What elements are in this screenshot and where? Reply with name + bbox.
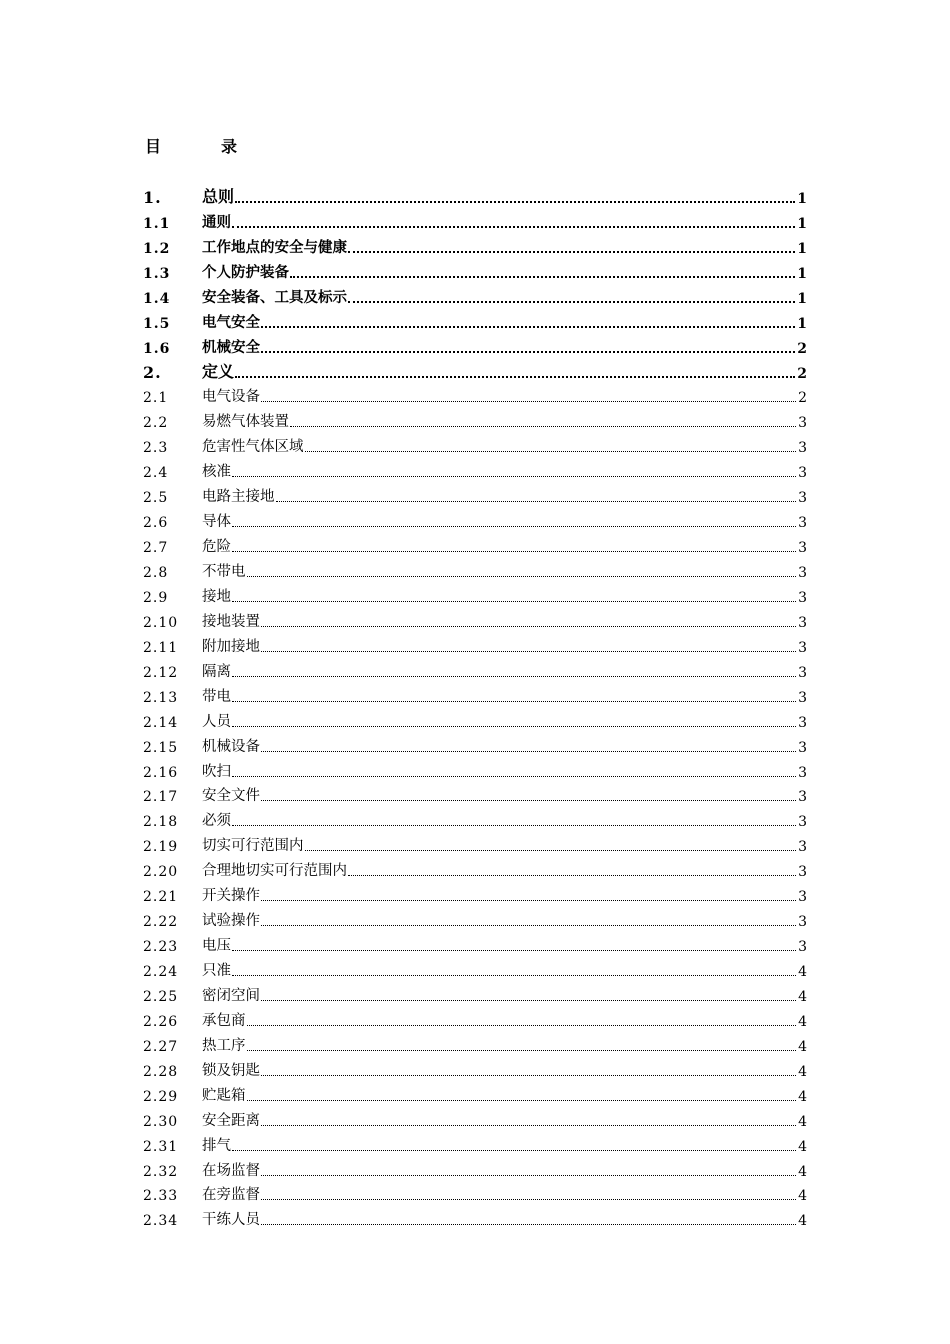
toc-entry-number: 2.23 bbox=[143, 939, 179, 956]
toc-chapter-entry[interactable] bbox=[143, 357, 807, 382]
toc-dot-leader bbox=[247, 576, 797, 577]
toc-entry-page-number: 3 bbox=[798, 864, 807, 881]
toc-entry-number: 2.25 bbox=[143, 988, 179, 1005]
toc-dot-leader bbox=[247, 1050, 797, 1051]
toc-dot-leader bbox=[290, 426, 796, 427]
toc-entry-page-number: 1 bbox=[797, 215, 807, 232]
toc-entry-number: 2.3 bbox=[143, 440, 169, 457]
toc-section-entry[interactable] bbox=[143, 706, 807, 731]
toc-dot-leader bbox=[261, 1175, 796, 1176]
toc-entry-title: 带电 bbox=[202, 688, 231, 705]
toc-entry-page-number: 3 bbox=[798, 540, 807, 557]
toc-section-entry[interactable] bbox=[143, 830, 807, 855]
toc-entry-number: 2.8 bbox=[143, 565, 169, 581]
toc-dot-leader bbox=[232, 726, 796, 727]
toc-dot-leader bbox=[261, 401, 796, 402]
toc-dot-leader bbox=[261, 1000, 796, 1001]
toc-entry-number: 2.18 bbox=[143, 814, 179, 831]
toc-entry-title: 电压 bbox=[202, 938, 231, 955]
toc-entry-page-number: 4 bbox=[798, 1088, 807, 1105]
toc-dot-leader bbox=[261, 925, 796, 926]
toc-entry-number: 1.5 bbox=[143, 315, 171, 332]
toc-entry-number: 2.20 bbox=[143, 864, 179, 881]
toc-dot-leader bbox=[261, 326, 795, 328]
toc-entry-page-number: 1 bbox=[797, 190, 807, 207]
toc-section-entry[interactable] bbox=[143, 531, 807, 556]
toc-entry-title: 密闭空间 bbox=[202, 987, 260, 1004]
toc-entry-number: 2.31 bbox=[143, 1138, 179, 1155]
toc-entry-number: 2.7 bbox=[143, 540, 169, 557]
toc-dot-leader bbox=[247, 1025, 797, 1026]
toc-entry-page-number: 3 bbox=[798, 664, 807, 681]
toc-entry-title: 工作地点的安全与健康 bbox=[202, 238, 347, 256]
toc-entry-number: 2.17 bbox=[143, 789, 179, 806]
toc-entry-title: 核准 bbox=[202, 464, 231, 481]
toc-dot-leader bbox=[232, 601, 796, 602]
toc-entry-page-number: 1 bbox=[797, 315, 807, 332]
toc-entry-title: 在场监督 bbox=[202, 1162, 260, 1179]
toc-section-entry[interactable] bbox=[143, 855, 807, 880]
toc-entry-number: 2.5 bbox=[143, 490, 169, 507]
toc-entry-page-number: 2 bbox=[797, 365, 807, 382]
toc-entry-page-number: 1 bbox=[797, 265, 807, 282]
toc-entry-number: 2.30 bbox=[143, 1113, 179, 1130]
toc-entry-title: 排气 bbox=[202, 1137, 231, 1154]
toc-entry-number: 2.11 bbox=[143, 639, 179, 656]
toc-dot-leader bbox=[305, 850, 797, 851]
toc-section-entry[interactable] bbox=[143, 556, 807, 581]
toc-entry-number: 1. bbox=[143, 187, 162, 207]
toc-dot-leader bbox=[261, 1075, 796, 1076]
toc-entry-title: 接地 bbox=[202, 588, 231, 605]
toc-dot-leader bbox=[261, 900, 796, 901]
toc-entry-title: 定义 bbox=[202, 361, 235, 381]
toc-entry-number: 2.21 bbox=[143, 889, 179, 906]
toc-dot-leader bbox=[232, 950, 796, 951]
toc-entry-number: 1.1 bbox=[143, 215, 171, 232]
toc-section-entry[interactable] bbox=[143, 781, 807, 806]
toc-entry-number: 2.19 bbox=[143, 839, 179, 856]
toc-entry-title: 安全距离 bbox=[202, 1112, 260, 1129]
toc-entry-number: 2.26 bbox=[143, 1013, 179, 1030]
toc-dot-leader bbox=[232, 1150, 796, 1151]
toc-entry-page-number: 1 bbox=[797, 240, 807, 257]
toc-section-entry[interactable] bbox=[143, 1180, 807, 1205]
toc-entry-page-number: 3 bbox=[798, 565, 807, 581]
toc-entry-number: 2.2 bbox=[143, 415, 169, 432]
toc-entry-number: 2.10 bbox=[143, 614, 179, 631]
toc-entry-title: 危害性气体区域 bbox=[202, 439, 304, 456]
toc-section-entry[interactable] bbox=[143, 1005, 807, 1030]
toc-dot-leader bbox=[232, 551, 796, 552]
toc-entry-title: 贮匙箱 bbox=[202, 1087, 246, 1104]
toc-entry-title: 危险 bbox=[202, 539, 231, 556]
toc-section-entry[interactable] bbox=[143, 930, 807, 955]
toc-section-entry[interactable] bbox=[143, 307, 807, 332]
toc-section-entry[interactable] bbox=[143, 1080, 807, 1105]
toc-entry-page-number: 1 bbox=[797, 290, 807, 307]
toc-section-entry[interactable] bbox=[143, 257, 807, 282]
toc-section-entry[interactable] bbox=[143, 481, 807, 506]
toc-dot-leader bbox=[276, 501, 797, 502]
toc-dot-leader bbox=[261, 651, 796, 652]
toc-entry-number: 2.1 bbox=[143, 390, 169, 407]
toc-entry-number: 1.4 bbox=[143, 290, 171, 307]
toc-chapter-entry[interactable] bbox=[143, 182, 807, 207]
toc-dot-leader bbox=[232, 526, 796, 527]
toc-section-entry[interactable] bbox=[143, 232, 807, 257]
toc-entry-title: 机械安全 bbox=[202, 338, 260, 356]
toc-dot-leader bbox=[261, 626, 796, 627]
toc-entry-number: 1.2 bbox=[143, 240, 171, 257]
toc-entry-number: 1.3 bbox=[143, 265, 171, 282]
toc-entry-page-number: 3 bbox=[798, 889, 807, 906]
toc-entry-page-number: 3 bbox=[798, 714, 807, 731]
toc-dot-leader bbox=[235, 376, 795, 378]
toc-entry-page-number: 2 bbox=[797, 340, 807, 357]
toc-dot-leader bbox=[232, 825, 796, 826]
toc-section-entry[interactable] bbox=[143, 506, 807, 531]
toc-dot-leader bbox=[261, 1125, 796, 1126]
toc-section-entry[interactable] bbox=[143, 955, 807, 980]
toc-entry-page-number: 3 bbox=[798, 490, 807, 507]
toc-entry-title: 机械设备 bbox=[202, 738, 260, 755]
toc-entry-page-number: 4 bbox=[798, 1163, 807, 1180]
toc-section-entry[interactable] bbox=[143, 456, 807, 481]
toc-entry-number: 2.6 bbox=[143, 515, 169, 532]
toc-entry-title: 总则 bbox=[202, 186, 235, 206]
toc-dot-leader bbox=[348, 875, 796, 876]
toc-entry-page-number: 4 bbox=[798, 1113, 807, 1130]
toc-entry-page-number: 3 bbox=[798, 914, 807, 931]
toc-entry-title: 锁及钥匙 bbox=[202, 1062, 260, 1079]
toc-entry-number: 2.34 bbox=[143, 1213, 179, 1230]
toc-entry-page-number: 3 bbox=[798, 689, 807, 706]
toc-entry-number: 2.9 bbox=[143, 589, 169, 606]
toc-entry-number: 2. bbox=[143, 362, 162, 382]
toc-entry-number: 2.29 bbox=[143, 1088, 179, 1105]
toc-dot-leader bbox=[290, 276, 795, 278]
toc-dot-leader bbox=[232, 701, 796, 702]
toc-entry-title: 不带电 bbox=[202, 564, 246, 580]
toc-title: 目 录 bbox=[145, 137, 260, 156]
toc-entry-title: 隔离 bbox=[202, 663, 231, 680]
toc-entry-title: 承包商 bbox=[202, 1012, 246, 1029]
toc-dot-leader bbox=[232, 476, 796, 477]
toc-dot-leader bbox=[232, 226, 795, 228]
toc-dot-leader bbox=[348, 251, 795, 253]
toc-section-entry[interactable] bbox=[143, 406, 807, 431]
toc-section-entry[interactable] bbox=[143, 1105, 807, 1130]
toc-entry-title: 电路主接地 bbox=[202, 489, 275, 506]
toc-dot-leader bbox=[232, 676, 796, 677]
toc-entry-page-number: 3 bbox=[798, 639, 807, 656]
toc-dot-leader bbox=[261, 1199, 796, 1200]
toc-entry-page-number: 3 bbox=[798, 939, 807, 956]
toc-entry-page-number: 3 bbox=[798, 839, 807, 856]
toc-entry-title: 导体 bbox=[202, 514, 231, 531]
toc-entry-title: 附加接地 bbox=[202, 638, 260, 655]
toc-list bbox=[143, 182, 807, 1229]
toc-entry-number: 2.28 bbox=[143, 1063, 179, 1080]
toc-dot-leader bbox=[261, 751, 796, 752]
toc-entry-number: 2.24 bbox=[143, 964, 179, 980]
toc-entry-title: 切实可行范围内 bbox=[202, 838, 304, 855]
toc-entry-number: 1.6 bbox=[143, 340, 171, 357]
toc-dot-leader bbox=[261, 800, 796, 801]
toc-dot-leader bbox=[232, 975, 796, 976]
toc-entry-page-number: 4 bbox=[798, 964, 807, 980]
toc-entry-page-number: 3 bbox=[798, 814, 807, 831]
toc-section-entry[interactable] bbox=[143, 332, 807, 357]
toc-entry-number: 2.22 bbox=[143, 914, 179, 931]
toc-entry-title: 安全装备、工具及标示 bbox=[202, 288, 347, 306]
toc-entry-title: 吹扫 bbox=[202, 763, 231, 780]
toc-entry-page-number: 3 bbox=[798, 789, 807, 806]
toc-entry-page-number: 3 bbox=[798, 614, 807, 631]
toc-entry-title: 试验操作 bbox=[202, 913, 260, 930]
toc-entry-page-number: 4 bbox=[798, 988, 807, 1005]
toc-entry-page-number: 3 bbox=[798, 465, 807, 482]
toc-entry-page-number: 3 bbox=[798, 764, 807, 781]
toc-entry-page-number: 4 bbox=[798, 1063, 807, 1080]
toc-section-entry[interactable] bbox=[143, 631, 807, 656]
toc-section-entry[interactable] bbox=[143, 431, 807, 456]
toc-section-entry[interactable] bbox=[143, 207, 807, 232]
toc-entry-title: 开关操作 bbox=[202, 888, 260, 905]
toc-section-entry[interactable] bbox=[143, 606, 807, 631]
toc-dot-leader bbox=[232, 776, 796, 777]
toc-entry-title: 通则 bbox=[202, 213, 231, 231]
toc-entry-number: 2.14 bbox=[143, 714, 179, 731]
toc-dot-leader bbox=[305, 451, 797, 452]
toc-entry-title: 干练人员 bbox=[202, 1212, 260, 1229]
toc-entry-number: 2.4 bbox=[143, 465, 169, 482]
toc-entry-number: 2.32 bbox=[143, 1163, 179, 1180]
toc-entry-title: 接地装置 bbox=[202, 613, 260, 630]
toc-entry-title: 热工序 bbox=[202, 1037, 246, 1054]
toc-entry-number: 2.15 bbox=[143, 739, 179, 756]
toc-entry-page-number: 4 bbox=[798, 1138, 807, 1155]
toc-dot-leader bbox=[261, 351, 795, 353]
toc-section-entry[interactable] bbox=[143, 681, 807, 706]
toc-dot-leader bbox=[235, 201, 795, 203]
toc-section-entry[interactable] bbox=[143, 382, 807, 407]
toc-section-entry[interactable] bbox=[143, 1055, 807, 1080]
toc-entry-page-number: 2 bbox=[798, 390, 807, 407]
toc-entry-title: 易燃气体装置 bbox=[202, 414, 289, 431]
toc-section-entry[interactable] bbox=[143, 656, 807, 681]
toc-entry-page-number: 3 bbox=[798, 515, 807, 532]
toc-entry-title: 人员 bbox=[202, 713, 231, 730]
toc-entry-title: 必须 bbox=[202, 813, 231, 830]
toc-entry-page-number: 3 bbox=[798, 739, 807, 756]
toc-entry-page-number: 4 bbox=[798, 1013, 807, 1030]
toc-entry-title: 电气设备 bbox=[202, 389, 260, 406]
toc-entry-title: 个人防护装备 bbox=[202, 263, 289, 281]
toc-entry-title: 合理地切实可行范围内 bbox=[202, 863, 347, 880]
toc-section-entry[interactable] bbox=[143, 1155, 807, 1180]
toc-section-entry[interactable] bbox=[143, 731, 807, 756]
toc-section-entry[interactable] bbox=[143, 1030, 807, 1055]
toc-section-entry[interactable] bbox=[143, 1204, 807, 1229]
toc-entry-page-number: 4 bbox=[798, 1188, 807, 1205]
toc-dot-leader bbox=[261, 1224, 796, 1225]
toc-section-entry[interactable] bbox=[143, 756, 807, 781]
toc-entry-title: 在旁监督 bbox=[202, 1187, 260, 1204]
toc-section-entry[interactable] bbox=[143, 805, 807, 830]
toc-entry-number: 2.13 bbox=[143, 689, 179, 706]
toc-dot-leader bbox=[247, 1100, 797, 1101]
toc-entry-title: 安全文件 bbox=[202, 788, 260, 805]
toc-entry-number: 2.16 bbox=[143, 764, 179, 781]
toc-entry-number: 2.27 bbox=[143, 1038, 179, 1055]
toc-entry-number: 2.33 bbox=[143, 1188, 179, 1205]
toc-entry-page-number: 3 bbox=[798, 440, 807, 457]
toc-entry-page-number: 3 bbox=[798, 415, 807, 432]
toc-section-entry[interactable] bbox=[143, 880, 807, 905]
toc-section-entry[interactable] bbox=[143, 905, 807, 930]
toc-section-entry[interactable] bbox=[143, 980, 807, 1005]
toc-section-entry[interactable] bbox=[143, 581, 807, 606]
toc-entry-page-number: 4 bbox=[798, 1038, 807, 1055]
toc-section-entry[interactable] bbox=[143, 1130, 807, 1155]
toc-dot-leader bbox=[348, 301, 795, 303]
toc-entry-title: 电气安全 bbox=[202, 313, 260, 331]
toc-entry-number: 2.12 bbox=[143, 664, 179, 681]
toc-entry-page-number: 4 bbox=[798, 1213, 807, 1230]
toc-entry-title: 只准 bbox=[202, 963, 231, 979]
toc-section-entry[interactable] bbox=[143, 282, 807, 307]
toc-entry-page-number: 3 bbox=[798, 589, 807, 606]
